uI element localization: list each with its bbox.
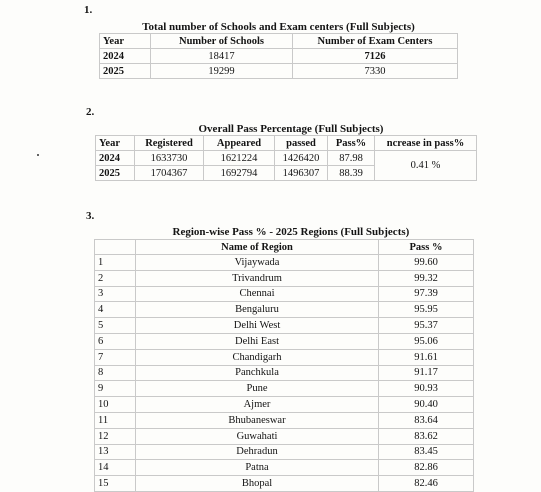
region-table [94, 224, 474, 492]
pass-table-title: Overall Pass Percentage (Full Subjects) [198, 123, 384, 135]
header-increase: ncrease in pass% [375, 136, 477, 151]
region-name-cell: Delhi West [136, 318, 379, 334]
region-name-cell: Patna [136, 460, 379, 476]
rank-cell: 8 [95, 365, 136, 381]
table-row [95, 428, 474, 444]
region-name-cell: Panchkula [136, 365, 379, 381]
region-name-cell: Guwahati [136, 428, 379, 444]
region-name-cell: Delhi East [136, 333, 379, 349]
stray-mark [37, 154, 39, 156]
rank-cell: 12 [95, 428, 136, 444]
table-row [100, 49, 458, 64]
table-row [95, 397, 474, 413]
rank-cell: 11 [95, 412, 136, 428]
schools-table [99, 19, 458, 79]
header-year: Year [100, 34, 151, 49]
table-row [95, 270, 474, 286]
appeared-cell: 1692794 [204, 166, 275, 181]
region-pass-cell: 90.93 [379, 381, 474, 397]
registered-cell: 1704367 [135, 166, 204, 181]
appeared-cell: 1621224 [204, 151, 275, 166]
region-pass-cell: 82.46 [379, 476, 474, 492]
section-1-number: 1. [84, 4, 93, 16]
rank-cell: 2 [95, 270, 136, 286]
pass-percent-cell: 88.39 [328, 166, 375, 181]
region-pass-cell: 83.64 [379, 412, 474, 428]
schools-table-title: Total number of Schools and Exam centers (Full Subjects) [142, 21, 415, 33]
rank-cell: 10 [95, 397, 136, 413]
table-row [95, 255, 474, 271]
exam-centers-cell: 7126 [293, 49, 458, 64]
table-row [95, 318, 474, 334]
table-row [95, 444, 474, 460]
table-row [95, 286, 474, 302]
table-row [95, 412, 474, 428]
schools-cell: 18417 [151, 49, 293, 64]
year-cell: 2025 [100, 64, 151, 79]
table-row [95, 460, 474, 476]
rank-cell: 13 [95, 444, 136, 460]
region-name-cell: Bhopal [136, 476, 379, 492]
rank-cell: 9 [95, 381, 136, 397]
year-cell: 2025 [96, 166, 135, 181]
pass-percentage-table [95, 121, 477, 181]
rank-cell: 6 [95, 333, 136, 349]
region-name-cell: Vijaywada [136, 255, 379, 271]
region-pass-cell: 99.32 [379, 270, 474, 286]
region-pass-cell: 82.86 [379, 460, 474, 476]
region-name-cell: Chandigarh [136, 349, 379, 365]
header-exam-centers: Number of Exam Centers [293, 34, 458, 49]
increase-cell: 0.41 % [375, 151, 477, 181]
region-pass-cell: 91.17 [379, 365, 474, 381]
year-cell: 2024 [96, 151, 135, 166]
section-2-number: 2. [86, 106, 95, 118]
schools-cell: 19299 [151, 64, 293, 79]
table-row [95, 333, 474, 349]
region-pass-cell: 95.06 [379, 333, 474, 349]
rank-cell: 1 [95, 255, 136, 271]
header-pass-percent: Pass% [328, 136, 375, 151]
rank-cell: 7 [95, 349, 136, 365]
header-region-pass: Pass % [379, 240, 474, 255]
region-name-cell: Chennai [136, 286, 379, 302]
table-row [96, 151, 477, 166]
registered-cell: 1633730 [135, 151, 204, 166]
region-name-cell: Bhubaneswar [136, 412, 379, 428]
table-row [100, 64, 458, 79]
table-row [95, 365, 474, 381]
region-pass-cell: 95.37 [379, 318, 474, 334]
region-name-cell: Trivandrum [136, 270, 379, 286]
region-pass-cell: 95.95 [379, 302, 474, 318]
header-registered: Registered [135, 136, 204, 151]
header-passed: passed [275, 136, 328, 151]
rank-cell: 4 [95, 302, 136, 318]
region-pass-cell: 83.45 [379, 444, 474, 460]
year-cell: 2024 [100, 49, 151, 64]
region-pass-cell: 90.40 [379, 397, 474, 413]
region-name-cell: Ajmer [136, 397, 379, 413]
rank-cell: 5 [95, 318, 136, 334]
region-pass-cell: 97.39 [379, 286, 474, 302]
rank-cell: 14 [95, 460, 136, 476]
region-name-cell: Pune [136, 381, 379, 397]
header-appeared: Appeared [204, 136, 275, 151]
region-name-cell: Dehradun [136, 444, 379, 460]
table-row [95, 349, 474, 365]
passed-cell: 1496307 [275, 166, 328, 181]
table-row [95, 476, 474, 492]
header-schools: Number of Schools [151, 34, 293, 49]
pass-percent-cell: 87.98 [328, 151, 375, 166]
region-table-title: Region-wise Pass % - 2025 Regions (Full Subjects) [172, 226, 410, 238]
passed-cell: 1426420 [275, 151, 328, 166]
table-row [95, 302, 474, 318]
region-name-cell: Bengaluru [136, 302, 379, 318]
table-row [95, 381, 474, 397]
header-year: Year [96, 136, 135, 151]
region-pass-cell: 91.61 [379, 349, 474, 365]
header-region-name: Name of Region [136, 240, 379, 255]
exam-centers-cell: 7330 [293, 64, 458, 79]
rank-cell: 3 [95, 286, 136, 302]
rank-cell: 15 [95, 476, 136, 492]
region-pass-cell: 83.62 [379, 428, 474, 444]
section-3-number: 3. [86, 210, 95, 222]
region-pass-cell: 99.60 [379, 255, 474, 271]
